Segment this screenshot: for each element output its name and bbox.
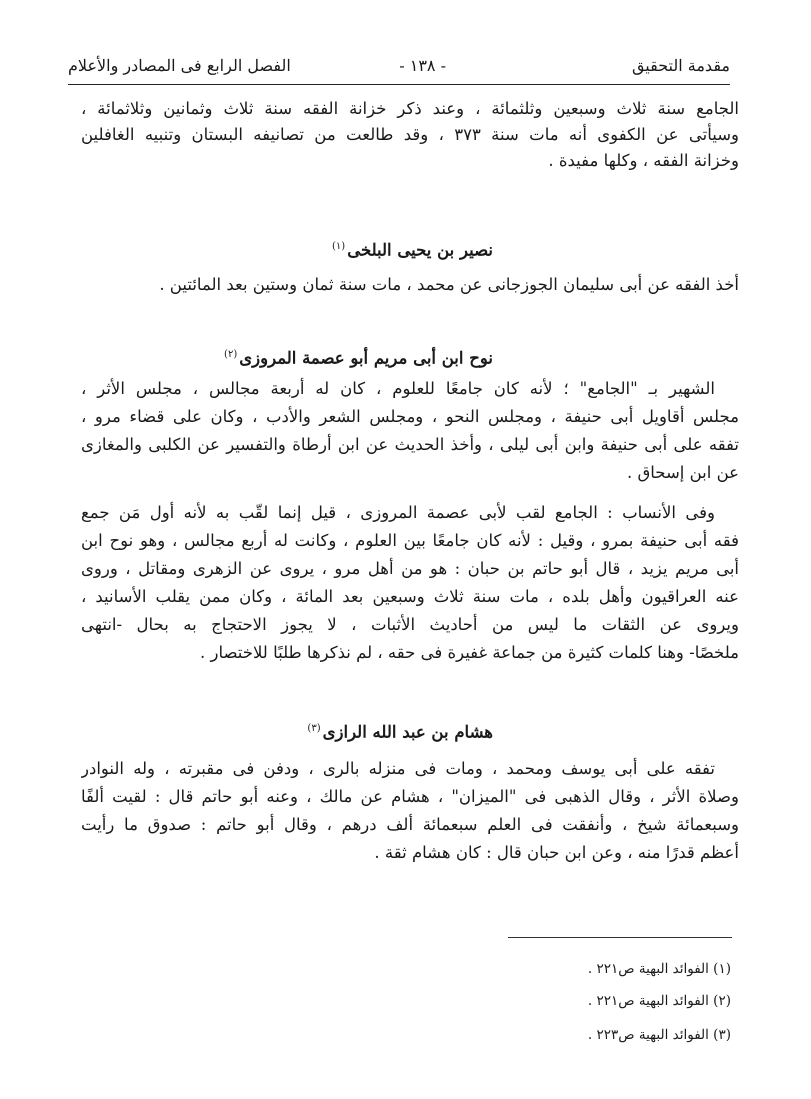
text-line: ملخصًا- وهنا كلمات كثيرة من جماعة غفيرة فى حقه ، لم نذكرها طلبًا للاختصار . — [199, 643, 739, 662]
text-line: أبى مريم يزيد ، قال أبو حاتم بن حبان : هو من أهل مرو ، يروى عن الزهرى ومقاتل ، وروى — [81, 559, 739, 578]
text-line: أخذ الفقه عن أبى سليمان الجوزجانى عن محمد ، مات سنة ثمان وستين بعد المائتين . — [159, 275, 739, 294]
text-line: الشهير بـ "الجامع" ؛ لأنه كان جامعًا للعلوم ، كان له أربعة مجالس ، مجلس الأثر ، — [81, 379, 715, 398]
text-line: تفقه على أبى حنيفة وابن أبى ليلى ، وأخذ الحديث عن ابن أرطاة والتفسير عن الكلبى والمغازى — [81, 435, 739, 454]
entry-title: نوح ابن أبى مريم أبو عصمة المروزى — [239, 348, 493, 368]
footnote: (٣) الفوائد البهية ص٢٢٣ . — [587, 1027, 731, 1043]
footnote-ref: (١) — [332, 241, 346, 252]
entry-heading — [332, 234, 493, 264]
running-head-chapter: مقدمة التحقيق — [631, 56, 730, 75]
header-rule — [68, 84, 730, 85]
text-line: عنه العراقيون وأهل بلده ، مات سنة ثلاث وسبعين بعد المائة ، وكان ممن يقلب الأسانيد ، — [81, 587, 739, 606]
text-line: وفى الأنساب : الجامع لقب لأبى عصمة المروزى ، قيل إنما لقّب به لأنه أول مَن جمع — [81, 503, 715, 522]
text-line: أعظم قدرًا منه ، وعن ابن حبان قال : كان هشام ثقة . — [374, 843, 739, 862]
entry-title: نصير بن يحيى البلخى — [347, 240, 493, 260]
entry-title: هشام بن عبد الله الرازى — [322, 722, 493, 742]
footnote: (٢) الفوائد البهية ص٢٢١ . — [587, 993, 731, 1009]
page-number: - ١٣٨ - — [399, 56, 446, 75]
text-line: الجامع سنة ثلاث وسبعين وثلثمائة ، وعند ذكر خزانة الفقه سنة ثلاث وثمانين وثلاثمائة ، — [81, 99, 739, 118]
footnote-ref: (٢) — [224, 349, 238, 360]
text-line: تفقه على أبى يوسف ومحمد ، ومات فى منزله بالرى ، ودفن فى مقبرته ، وله النوادر — [81, 759, 715, 778]
entry-heading — [224, 342, 493, 372]
footnote-rule — [508, 937, 732, 938]
text-line: ويروى عن الثقات ما ليس من أحاديث الأثبات ، لا يجوز الاحتجاج به بحال -انتهى — [81, 615, 739, 634]
running-head-section: الفصل الرابع فى المصادر والأعلام — [68, 56, 291, 75]
text-line: وصلاة الأثر ، وقال الذهبى فى "الميزان" ، هشام عن مالك ، وعنه أبو حاتم قال : لقيت ألفًا — [81, 787, 739, 806]
text-line: وسبعمائة شيخ ، وأنفقت فى العلم سبعمائة ألف درهم ، وقال أبو حاتم : صدوق ما رأيت — [81, 815, 739, 834]
text-line: وسيأتى عن الكفوى أنه مات سنة ٣٧٣ ، وقد طالعت من تصانيفه البستان وتنبيه الغافلين — [81, 125, 739, 144]
entry-heading — [307, 716, 493, 746]
text-line: وخزانة الفقه ، وكلها مفيدة . — [548, 151, 739, 170]
footnote: (١) الفوائد البهية ص٢٢١ . — [587, 961, 731, 977]
text-line: مجلس أقاويل أبى حنيفة ، ومجلس النحو ، ومجلس الشعر والأدب ، وكان على قضاء مرو ، — [81, 407, 739, 426]
footnote-ref: (٣) — [307, 723, 321, 734]
text-line: فقه أبى حنيفة بمرو ، وقيل : لأنه كان جامعًا بين العلوم ، وكانت له أربع مجالس ، وهو نوح ابن — [81, 531, 739, 550]
running-head — [68, 52, 730, 82]
text-line: عن ابن إسحاق . — [626, 463, 739, 482]
